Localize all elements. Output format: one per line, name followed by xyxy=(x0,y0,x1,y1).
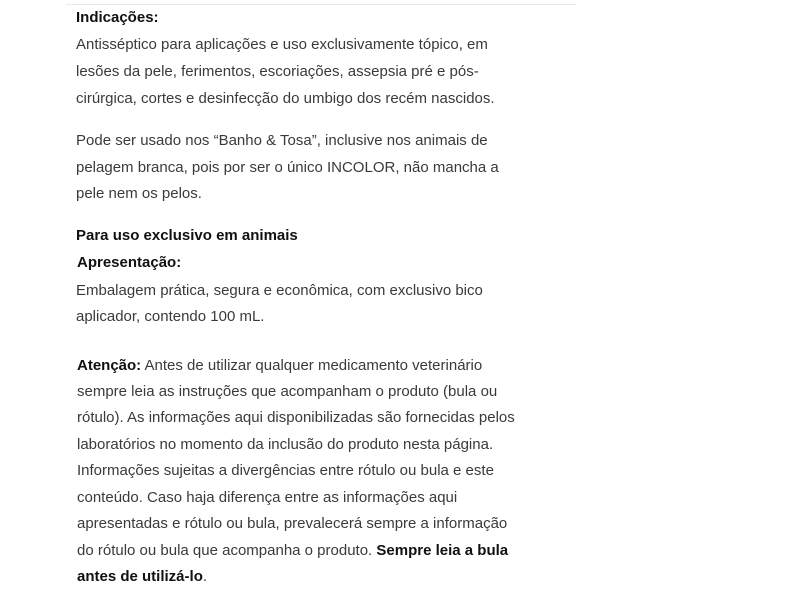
atencao-line: Informações sujeitas a divergências entre rótulo ou bula e este xyxy=(77,462,494,479)
atencao-label: Atenção: xyxy=(77,357,142,374)
apresentacao-line: aplicador, contendo 100 mL. xyxy=(76,308,265,325)
atencao-line: apresentadas e rótulo ou bula, prevalecerá sempre a informação xyxy=(77,515,508,532)
atencao-text: do rótulo ou bula que acompanha o produto. xyxy=(77,542,377,559)
atencao-emphasis: Sempre leia a bula xyxy=(376,542,509,559)
indicacoes-line: cirúrgica, cortes e desinfecção do umbigo dos recém nascidos. xyxy=(76,90,495,107)
banho-line: pelagem branca, pois por ser o único INCOLOR, não mancha a xyxy=(76,159,499,176)
banho-line: pele nem os pelos. xyxy=(76,185,202,202)
atencao-first-line xyxy=(77,357,482,375)
atencao-text: Antes de utilizar qualquer medicamento veterinário xyxy=(141,357,483,374)
atencao-last-line xyxy=(77,568,207,586)
atencao-emphasis: antes de utilizá-lo xyxy=(77,568,203,585)
uso-exclusivo-heading: Para uso exclusivo em animais xyxy=(76,227,298,244)
atencao-line: sempre leia as instruções que acompanham o produto (bula ou xyxy=(77,383,498,400)
atencao-line: conteúdo. Caso haja diferença entre as informações aqui xyxy=(77,489,458,506)
apresentacao-heading: Apresentação: xyxy=(77,254,182,271)
indicacoes-line: Antisséptico para aplicações e uso exclusivamente tópico, em xyxy=(76,36,488,53)
atencao-text: . xyxy=(202,568,208,585)
apresentacao-line: Embalagem prática, segura e econômica, com exclusivo bico xyxy=(76,282,483,299)
atencao-line: laboratórios no momento da inclusão do produto nesta página. xyxy=(77,436,494,453)
banho-line: Pode ser usado nos “Banho & Tosa”, inclusive nos animais de xyxy=(76,132,488,149)
top-divider xyxy=(66,4,576,5)
atencao-line xyxy=(77,542,508,560)
indicacoes-heading: Indicações: xyxy=(76,9,159,26)
atencao-line: rótulo). As informações aqui disponibilizadas são fornecidas pelos xyxy=(77,409,515,426)
indicacoes-line: lesões da pele, ferimentos, escoriações, assepsia pré e pós- xyxy=(76,63,479,80)
